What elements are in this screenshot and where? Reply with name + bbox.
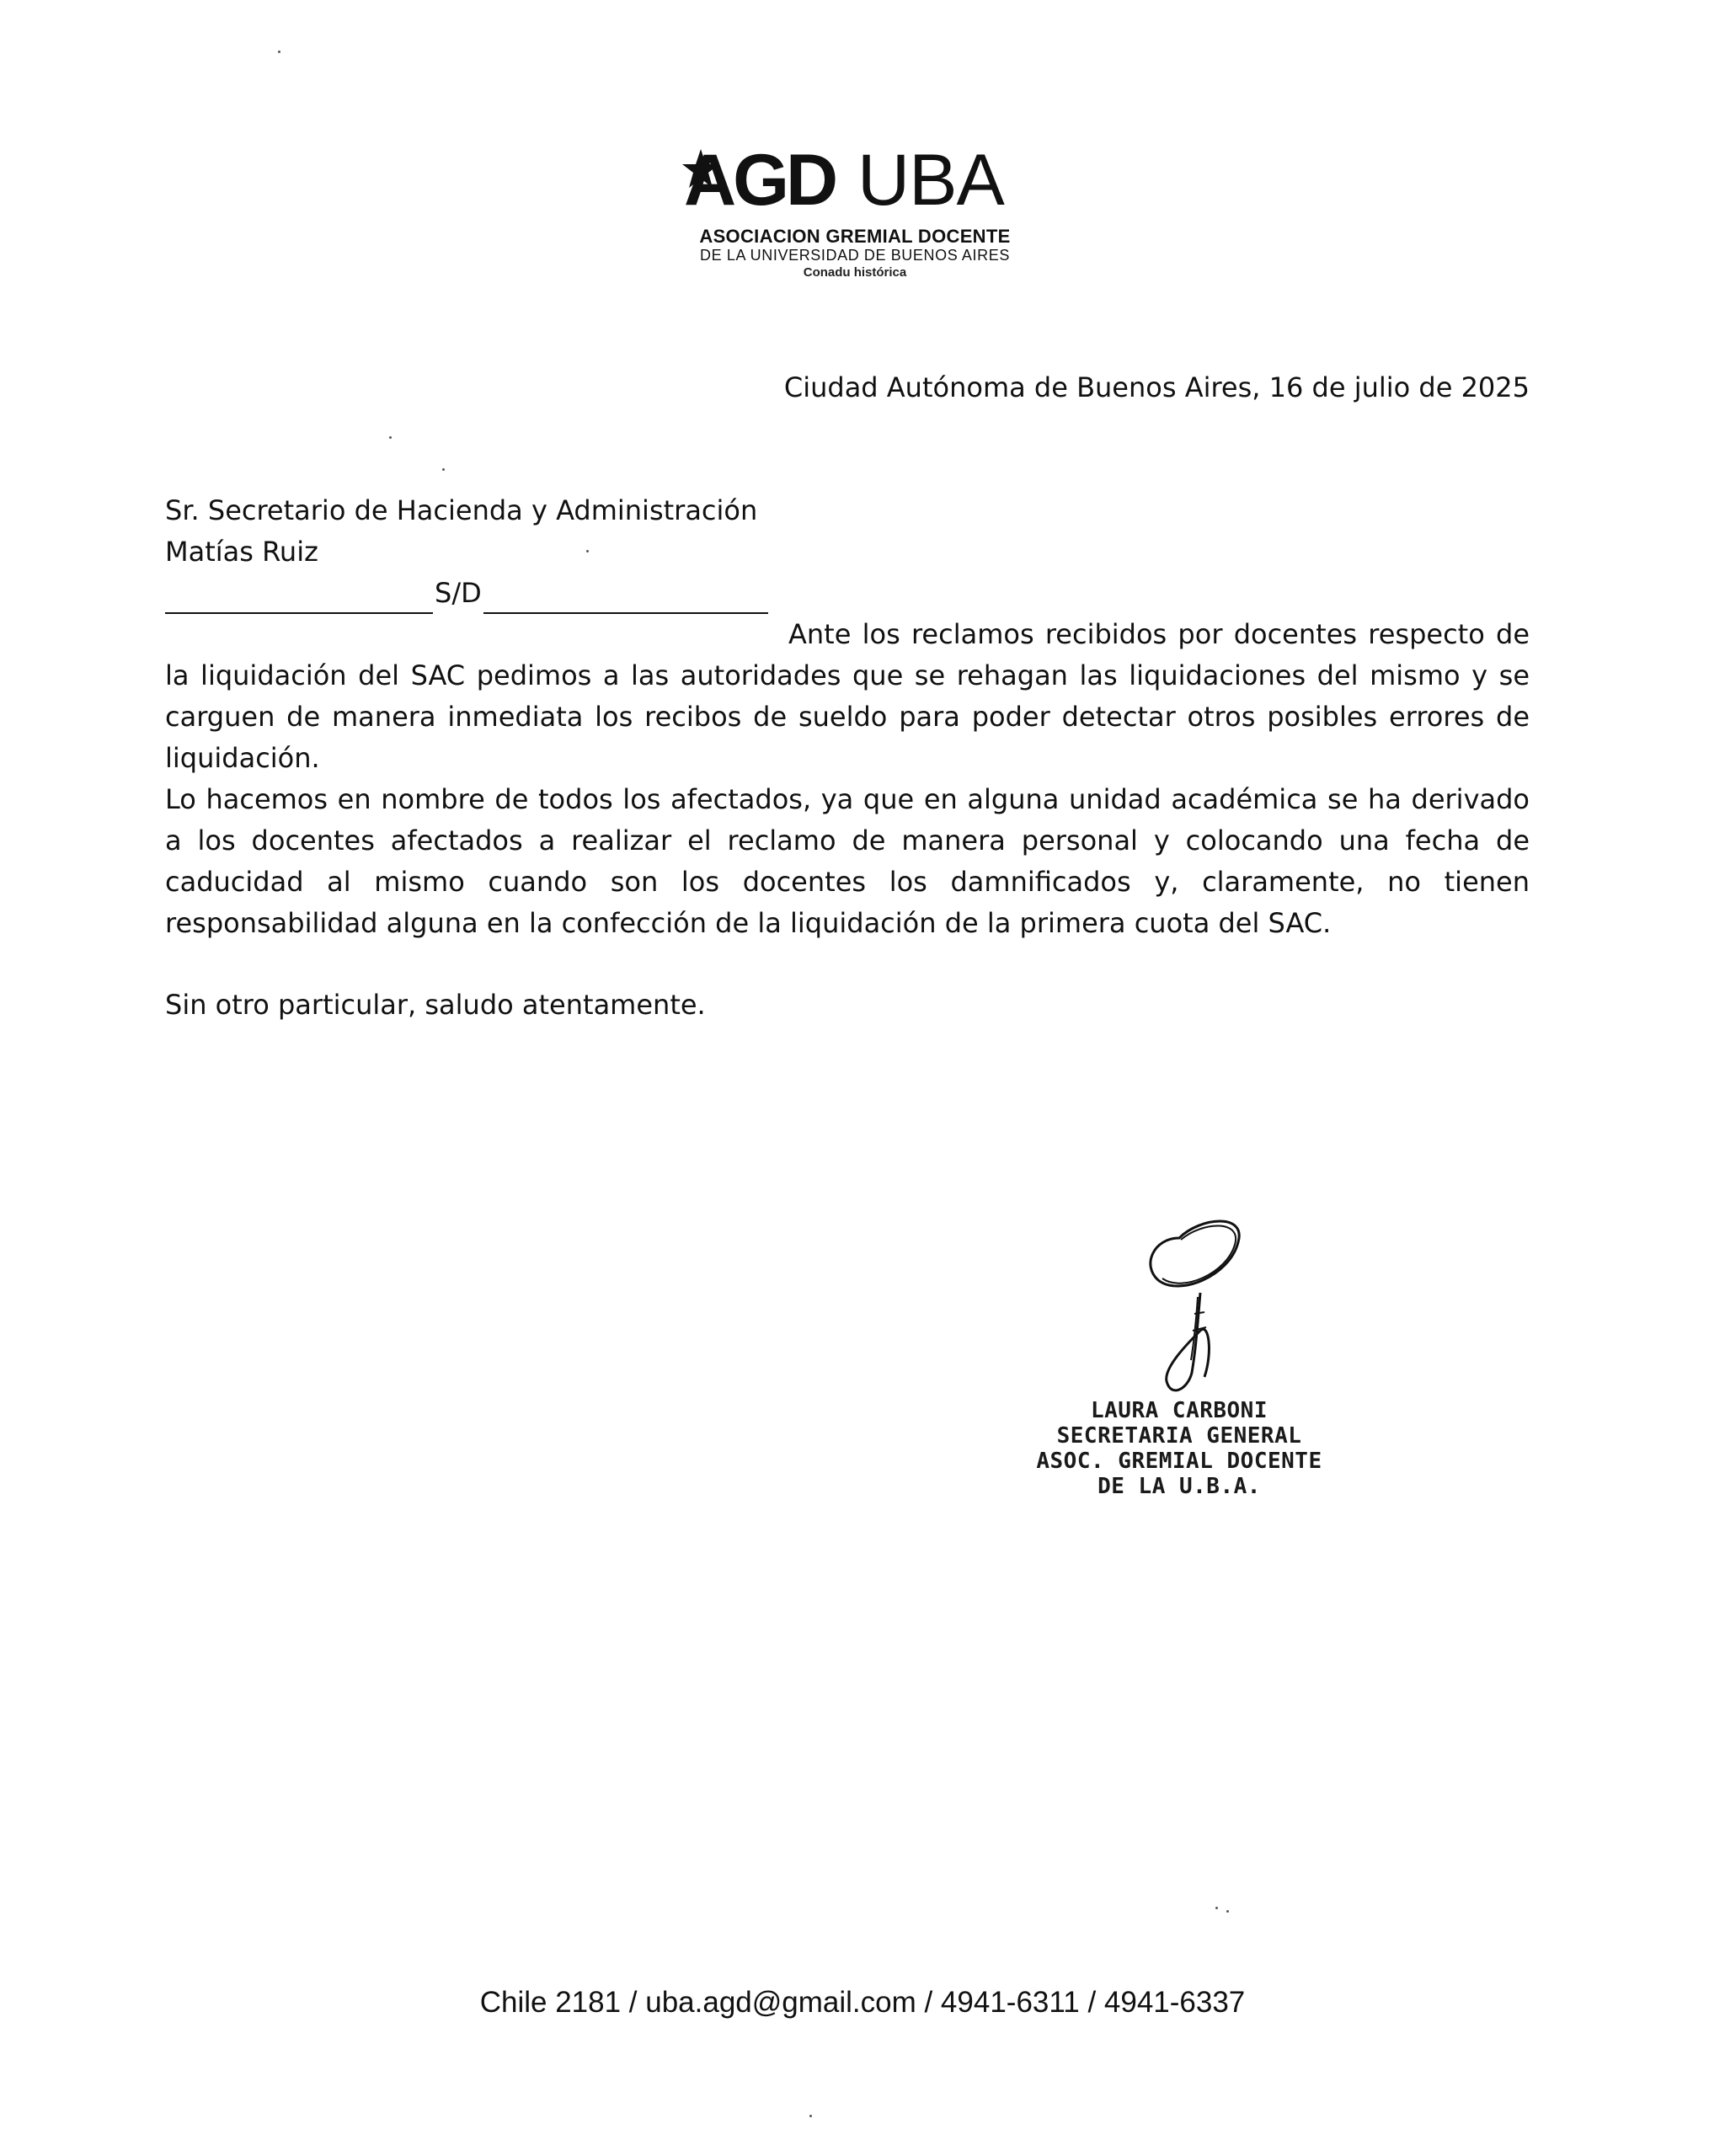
signature-stamp [1011,1398,1348,1499]
letter-closing: Sin otro particular, saludo atentamente. [165,989,706,1021]
letter-body [165,614,1530,944]
body-paragraph-1: Ante los reclamos recibidos por docentes respecto de la liquidación del SAC pedimos a las autoridades que se rehagan las liquidaciones del mismo y se carguen de manera inmediata los recibos de sueldo para poder detectar otros posibles errores de liquidación. [165,618,1530,774]
stamp-role: SECRETARIA GENERAL [1056,1423,1302,1449]
agd-uba-logo [665,139,1053,291]
logo-organization-name: ASOCIACION GREMIAL DOCENTE [699,226,1011,247]
handwritten-signature [1120,1213,1255,1415]
stamp-organization: ASOC. GREMIAL DOCENTE [1036,1449,1322,1474]
underline-left [165,587,433,614]
scan-speck [442,468,445,471]
scan-speck [1215,1907,1218,1909]
scan-speck [809,2115,812,2117]
stamp-name: LAURA CARBONI [1091,1398,1268,1423]
logo-affiliation: Conadu histórica [803,265,907,280]
addressee-title: Sr. Secretario de Hacienda y Administración [165,494,758,526]
addressee-name: Matías Ruiz [165,536,318,568]
body-paragraph-2: Lo hacemos en nombre de todos los afectados, ya que en alguna unidad académica se ha derivado a los docentes afectados a realizar el reclamo de manera personal y colocando una fecha de caducidad al mismo cuando son los docentes los damnificados y, claramente, no tienen responsabilidad alguna en la confección de la liquidación de la primera cuota del SAC. [165,783,1530,939]
logo-university-name: DE LA UNIVERSIDAD DE BUENOS AIRES [700,247,1010,264]
scan-speck [389,436,392,439]
scan-speck [586,550,589,552]
scan-speck [1226,1910,1229,1913]
addressee-block [165,490,768,614]
letter-date: Ciudad Autónoma de Buenos Aires, 16 de julio de 2025 [783,371,1530,403]
footer-contact: Chile 2181 / uba.agd@gmail.com / 4941-6311 / 4941-6337 [479,1986,1246,2019]
sd-line [165,573,768,614]
agd-uba-logo-mark [665,139,1036,219]
stamp-organization-line-2: DE LA U.B.A. [1097,1474,1261,1499]
scan-speck [278,51,280,53]
underline-right [483,587,768,614]
svg-text:UBA: UBA [857,140,1004,219]
sd-label: S/D [435,577,482,609]
svg-text:AGD: AGD [684,140,836,219]
